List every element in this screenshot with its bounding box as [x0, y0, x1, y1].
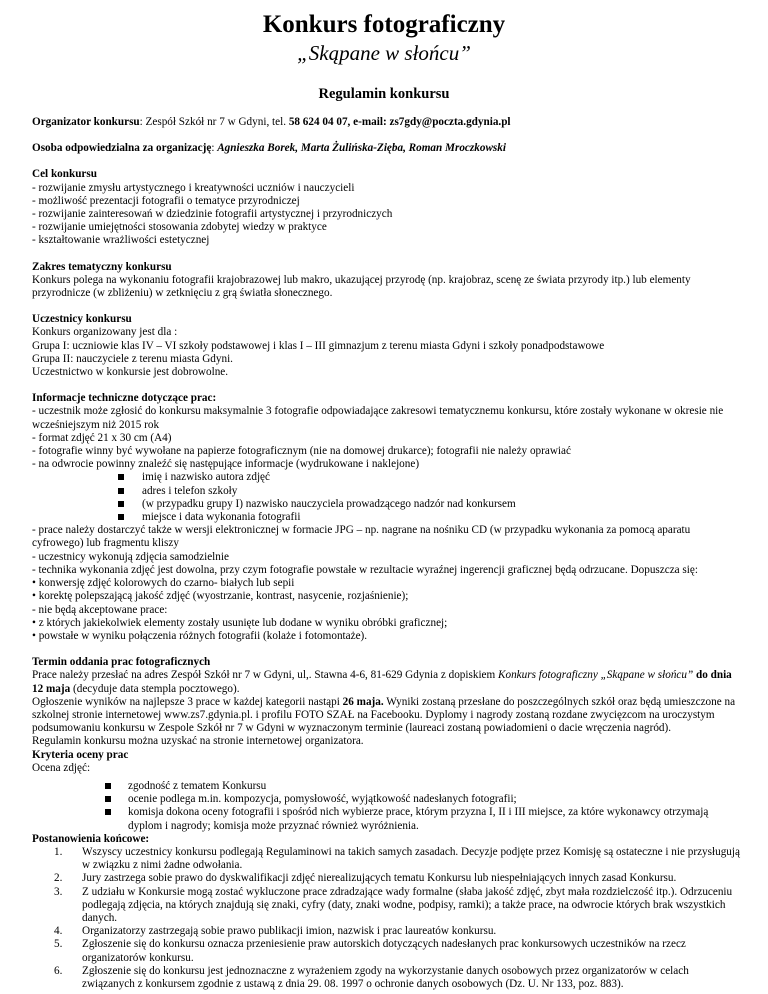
final-section [32, 833, 744, 991]
bullet-item: zgodność z tematem Konkursu [32, 780, 744, 793]
list-item: • korektę polepszającą jakość zdjęć (wyostrzanie, kontrast, nasycenie, rozjaśnienie); [32, 590, 409, 603]
list-item: - rozwijanie zmysłu artystycznego i kreatywności uczniów i nauczycieli [32, 181, 355, 194]
organizer-label: Organizator konkursu [32, 116, 140, 128]
numbered-item: 4. Organizatorzy zastrzegają sobie prawo publikacji imion, nazwisk i prac laureatów konkursu. [54, 925, 497, 938]
bullet-item: (w przypadku grupy I) nazwisko nauczyciela prowadzącego nadzór nad konkursem [32, 498, 744, 511]
participants-section [32, 313, 744, 379]
square-bullet-icon [118, 514, 124, 520]
bullet-item: komisja dokona oceny fotografii i spośród nich wybierze prace, którym przyzna I, II i III miejsce, za które wykonawcy otrzymają dyplom i nagrody; komisja może przyznać również wyróżnienia. [32, 806, 744, 832]
bullet-item: miejsce i data wykonania fotografii [32, 511, 744, 524]
bullet-item: ocenie podlega m.in. kompozycja, pomysłowość, wyjątkowość nadesłanych fotografii; [32, 793, 744, 806]
regulations-heading: Regulamin konkursu [318, 86, 450, 102]
section-heading: Postanowienia końcowe: [32, 832, 150, 845]
list-item: - fotografie winny być wywołane na papierze fotograficznym (nie na domowej drukarce); fotografii nie należy oprawiać [32, 445, 571, 458]
paragraph: Grupa II: nauczyciele z terenu miasta Gdyni. [32, 352, 233, 365]
list-item: - na odwrocie powinny znaleźć się następujące informacje (wydrukowane i naklejone) [32, 458, 420, 471]
document-subtitle: „Skąpane w słońcu” [297, 41, 471, 65]
paragraph: Uczestnictwo w konkursie jest dobrowolne. [32, 366, 229, 379]
square-bullet-icon [105, 809, 111, 815]
list-item: - nie będą akceptowane prace: [32, 603, 168, 616]
numbered-item: 2. Jury zastrzega sobie prawo do dyskwalifikacji zdjęć nierealizujących tematu Konkursu lub niespełniających innych zasad Konkursu. [54, 872, 677, 885]
paragraph: Konkurs polega na wykonaniu fotografii krajobrazowej lub makro, ukazującej przyrodę (np. krajobraz, scenę ze świata przyrody itp.) lub elementy przyrodnicze (w zbliżeniu) w zetknięciu z grą światła słonecznego. [32, 273, 691, 300]
organizer-line: Organizator konkursu: Zespół Szkół nr 7 w Gdyni, tel. 58 624 04 07, e-mail: zs7gdy@poczta.gdynia.pl [32, 116, 511, 128]
list-item: - uczestnicy wykonują zdjęcia samodzielnie [32, 550, 229, 563]
numbered-item: 6. Zgłoszenie się do konkursu jest jednoznaczne z wyrażeniem zgody na wykorzystanie danych osobowych przez organizatorów w celach związanych z konkursem zgodnie z ustawą z dnia 29. 08. 1997 o ochronie danych osobowych (Dz. U. Nr 133, poz. 883). [54, 964, 689, 990]
numbered-item: 1. Wszyscy uczestnicy konkursu podlegają Regulaminowi na takich samych zasadach. Decyzje podjęte przez Komisję są ostateczne i nie przysługują w związku z nimi żadne odwołania. [54, 845, 740, 872]
numbered-item: 3. Z udziału w Konkursie mogą zostać wykluczone prace zdradzające wady formalne (słaba jakość zdjęć, zbyt mała rozdzielczość itp.). Odrzuceniu podlegają zdjęcia, na których znajdują się znaki, cyfry (daty, znaki wodne, podpisy, ramki); a także prace, na odwrocie których brak wszystkich danych. [54, 885, 733, 924]
paragraph: Ocena zdjęć: [32, 761, 91, 774]
organizer-email: zs7gdy@poczta.gdynia.pl [389, 116, 511, 128]
goals-section [32, 168, 744, 247]
list-item: - prace należy dostarczyć także w wersji elektronicznej w formacie JPG – np. nagrane na nośniku CD (w przypadku wykonania za pomocą aparatu cyfrowego) lub fragmentu kliszy [32, 524, 691, 550]
list-item: • konwersję zdjęć kolorowych do czarno- białych lub sepii [32, 577, 295, 590]
document-title: Konkurs fotograficzny [262, 11, 506, 38]
paragraph: Regulamin konkursu można uzyskać na stronie internetowej organizatora. [32, 735, 364, 748]
list-item: - rozwijanie zainteresowań w dziedzinie fotografii artystycznej i przyrodniczych [32, 208, 393, 221]
bullet-item: adres i telefon szkoły [32, 485, 744, 498]
square-bullet-icon [118, 488, 124, 494]
square-bullet-icon [105, 783, 111, 789]
square-bullet-icon [118, 501, 124, 507]
list-item: - technika wykonania zdjęć jest dowolna, przy czym fotografie powstałe w rezultacie wyraźnej ingerencji graficznej będą odrzucane. Dopuszcza się: [32, 563, 698, 576]
paragraph: Prace należy przesłać na adres Zespół Szkół nr 7 w Gdyni, ul,. Stawna 4-6, 81-629 Gdynia z dopiskiem Konkurs fotograficzny „Skąpane w słońcu” do dnia 12 maja (decyduje data stempla pocztowego). [32, 669, 732, 695]
section-heading: Kryteria oceny prac [32, 748, 129, 761]
paragraph: Grupa I: uczniowie klas IV – VI szkoły podstawowej i klas I – III gimnazjum z terenu miasta Gdyni i szkoły ponadpodstawowe [32, 339, 605, 352]
numbered-item: 5. Zgłoszenie się do konkursu oznacza przeniesienie praw autorskich dotyczących nadesłanych prac konkursowych uczestników na rzecz organizatorów konkursu. [54, 938, 686, 964]
paragraph: Ogłoszenie wyników na najlepsze 3 prace w każdej kategorii nastąpi 26 maja. Wyniki zostaną przesłane do poszczególnych szkół oraz będą umieszczone na szkolnej stronie internetowej www.zs7.gdynia.pl. i profilu FOTO SZAŁ na Facebooku. Dyplomy i nagrody zostaną rozdane zwycięzcom na uroczystym podsumowaniu konkursu w Zespole Szkół nr 7 w Gdyni w wyznaczonym terminie (laureaci zostaną powiadomieni o dacie wręczenia nagród). [32, 695, 736, 735]
list-item: - możliwość prezentacji fotografii o tematyce przyrodniczej [32, 194, 300, 207]
deadline-section [32, 656, 744, 748]
section-heading: Uczestnicy konkursu [32, 313, 132, 326]
responsible-line: Osoba odpowiedzialna za organizację: Agnieszka Borek, Marta Żulińska-Zięba, Roman Mroczkowski [32, 142, 506, 155]
section-heading: Informacje techniczne dotyczące prac: [32, 392, 217, 405]
criteria-section [32, 749, 744, 833]
section-heading: Termin oddania prac fotograficznych [32, 656, 211, 669]
square-bullet-icon [118, 474, 124, 480]
document-body [32, 116, 744, 991]
list-item: - kształtowanie wrażliwości estetycznej [32, 234, 210, 247]
square-bullet-icon [105, 796, 111, 802]
organizer-phone: 58 624 04 07 [288, 116, 348, 128]
technical-section [32, 392, 744, 643]
section-heading: Cel konkursu [32, 168, 97, 181]
responsible-label: Osoba odpowiedzialna za organizację [32, 142, 212, 155]
list-item: • powstałe w wyniku połączenia różnych fotografii (kolaże i fotomontaże). [32, 629, 368, 642]
list-item: • z których jakiekolwiek elementy zostały usunięte lub dodane w wyniku obróbki graficznej; [32, 616, 448, 629]
list-item: - format zdjęć 21 x 30 cm (A4) [32, 431, 172, 444]
paragraph: Konkurs organizowany jest dla : [32, 326, 178, 339]
list-item: - uczestnik może zgłosić do konkursu maksymalnie 3 fotografie odpowiadające zakresowi tematycznemu konkursu, które zostały wykonane w okresie nie wcześniejszym niż 2015 rok [32, 405, 724, 431]
scope-section [32, 261, 744, 301]
responsible-names: Agnieszka Borek, Marta Żulińska-Zięba, Roman Mroczkowski [217, 142, 506, 155]
bullet-item: imię i nazwisko autora zdjęć [32, 471, 744, 484]
list-item: - rozwijanie umiejętności stosowania zdobytej wiedzy w praktyce [32, 221, 327, 234]
section-heading: Zakres tematyczny konkursu [32, 260, 172, 273]
